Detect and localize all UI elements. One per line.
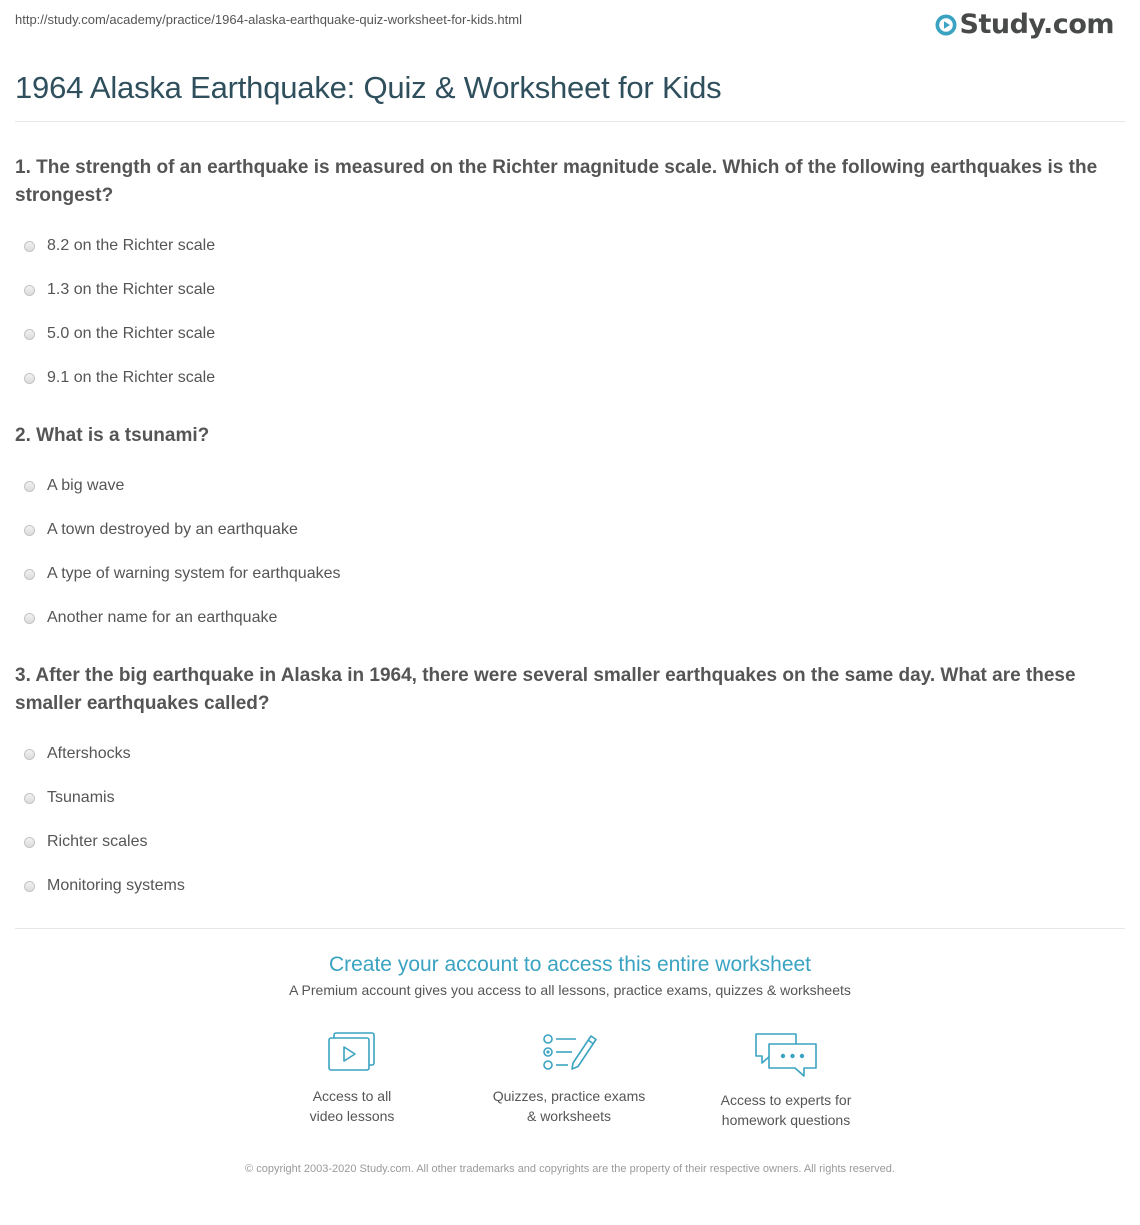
title-divider [15,121,1125,122]
question-2 [15,422,1125,640]
answer-label: A big wave [47,477,125,494]
answer-option[interactable] [15,312,1125,356]
radio-button[interactable] [24,285,35,296]
answer-option[interactable] [15,268,1125,312]
answer-label: Richter scales [47,833,148,850]
answer-label: Monitoring systems [47,877,185,894]
study-logo[interactable] [935,7,1114,41]
answer-label: 8.2 on the Richter scale [47,237,216,254]
answer-option[interactable] [15,552,1125,596]
answer-label: Another name for an earthquake [47,609,278,626]
radio-button[interactable] [24,569,35,580]
answer-label: A type of warning system for earthquakes [47,565,341,582]
radio-button[interactable] [24,241,35,252]
feature-label [479,1086,659,1126]
top-bar [0,0,1140,50]
answer-label: Aftershocks [47,745,131,762]
question-text: 3. After the big earthquake in Alaska in 1964, there were several smaller earthquakes on the same day. What are these smaller earthquakes called? [15,665,1076,714]
feature-label [696,1090,876,1130]
answer-option[interactable] [15,508,1125,552]
radio-button[interactable] [24,373,35,384]
question-3 [15,662,1125,908]
feature-experts [696,1030,876,1130]
question-text: 1. The strength of an earthquake is measured on the Richter magnitude scale. Which of the following earthquakes is the strongest? [15,157,1098,206]
logo-text: Study.com [959,8,1114,40]
answer-label: 1.3 on the Richter scale [47,281,216,298]
video-lessons-icon [325,1030,379,1076]
answer-option[interactable] [15,596,1125,640]
feature-label-line: Quizzes, practice exams [492,1088,646,1104]
feature-label-line: Access to experts for [720,1092,852,1108]
cta-title-link[interactable]: Create your account to access this entire worksheet [328,953,812,976]
answer-list [15,224,1125,400]
cta-subtitle: A Premium account gives you access to all lessons, practice exams, quizzes & worksheets [289,982,851,998]
radio-button[interactable] [24,793,35,804]
radio-button[interactable] [24,329,35,340]
answer-label: Tsunamis [47,789,115,806]
page-title: 1964 Alaska Earthquake: Quiz & Worksheet for Kids [15,70,722,105]
answer-label: 5.0 on the Richter scale [47,325,216,342]
signup-cta [0,950,1140,998]
answer-list [15,732,1125,908]
feature-label [262,1086,442,1126]
feature-label-line: video lessons [309,1108,395,1124]
page-url: http://study.com/academy/practice/1964-alaska-earthquake-quiz-worksheet-for-kids.html [15,12,522,27]
play-circle-icon [935,14,957,36]
copyright-notice: © copyright 2003-2020 Study.com. All other trademarks and copyrights are the property of their respective owners. All rights reserved. [245,1163,895,1175]
question-text: 2. What is a tsunami? [15,425,210,446]
cta-divider [15,928,1125,929]
feature-video-lessons [262,1030,442,1126]
answer-option[interactable] [15,224,1125,268]
question-1 [15,154,1125,400]
premium-features [0,1030,1140,1140]
answer-option[interactable] [15,464,1125,508]
answer-list [15,464,1125,640]
answer-option[interactable] [15,864,1125,908]
chat-bubbles-icon [753,1030,819,1080]
answer-label: A town destroyed by an earthquake [47,521,298,538]
radio-button[interactable] [24,525,35,536]
feature-label-line: & worksheets [526,1108,612,1124]
feature-label-line: Access to all [312,1088,392,1104]
radio-button[interactable] [24,613,35,624]
radio-button[interactable] [24,749,35,760]
answer-label: 9.1 on the Richter scale [47,369,216,386]
feature-quizzes [479,1030,659,1126]
radio-button[interactable] [24,837,35,848]
answer-option[interactable] [15,776,1125,820]
answer-option[interactable] [15,732,1125,776]
radio-button[interactable] [24,481,35,492]
answer-option[interactable] [15,820,1125,864]
answer-option[interactable] [15,356,1125,400]
radio-button[interactable] [24,881,35,892]
feature-label-line: homework questions [721,1112,851,1128]
quiz-checklist-icon [540,1030,598,1076]
